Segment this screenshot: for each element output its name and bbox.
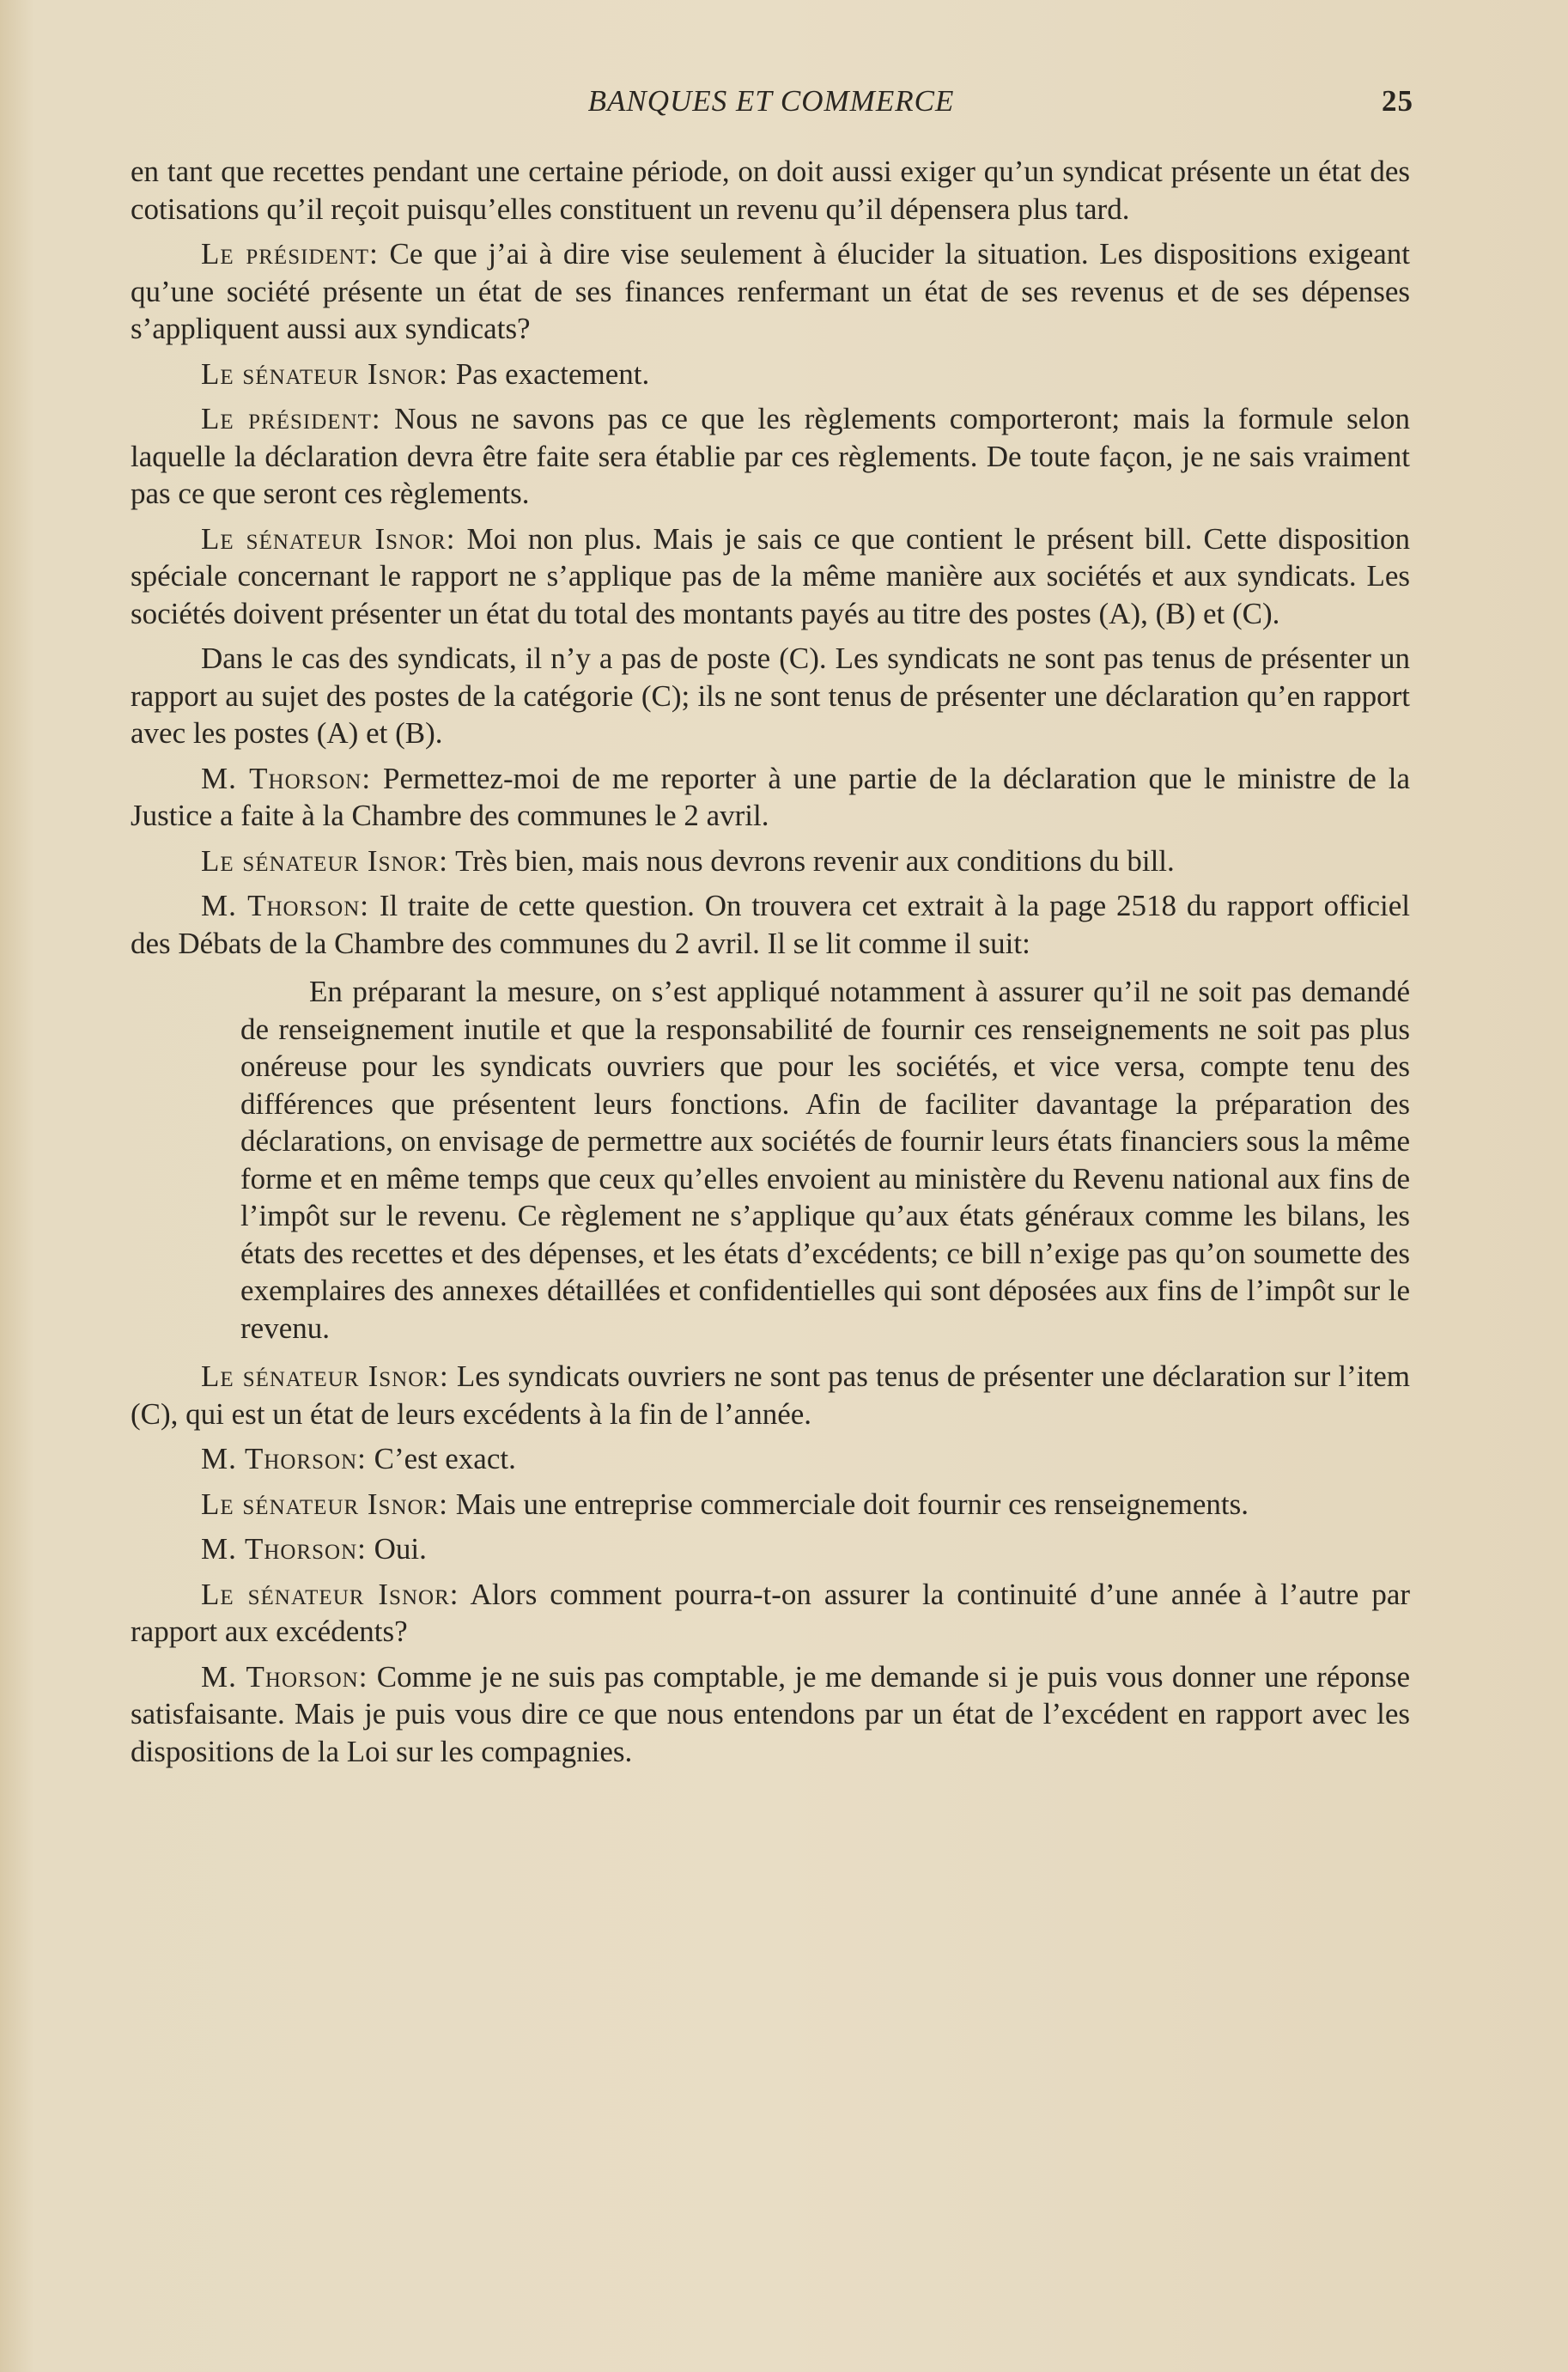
paragraph-text: en tant que recettes pendant une certaine période, on doit aussi exiger qu’un syndicat présente un état des cotisations qu’il reçoit puisqu’elles constituent un revenu qu’il dépensera plus tard. <box>131 155 1410 226</box>
paragraph-text: Pas exactement. <box>455 356 650 391</box>
paragraph <box>131 842 1410 880</box>
paragraph-text: Les syndicats ouvriers ne sont pas tenus de présenter une déclaration sur l’item (C), qui est un état de leurs excédents à la fin de l’année. <box>131 1359 1411 1431</box>
speaker-name: M. Thorson: <box>201 1659 368 1694</box>
speaker-name: Le président: <box>201 402 381 435</box>
speaker-name: M. Thorson: <box>201 761 372 795</box>
paragraph-text: Alors comment pourra-t-on assurer la continuité d’une année à l’autre par rapport aux excédents? <box>131 1577 1411 1648</box>
speaker-name: Le sénateur Isnor: <box>201 1577 459 1611</box>
speaker-name: M. Thorson: <box>201 889 369 922</box>
paragraph-text: C’est exact. <box>374 1442 516 1475</box>
paragraph <box>131 520 1410 633</box>
paragraph <box>131 153 1410 228</box>
paragraph <box>131 400 1410 513</box>
paragraph <box>131 1358 1410 1432</box>
paragraph <box>131 1486 1410 1524</box>
speaker-name: M. Thorson: <box>201 1532 367 1566</box>
paragraph <box>131 640 1410 752</box>
paragraph-text: Très bien, mais nous devrons revenir aux conditions du bill. <box>455 843 1175 878</box>
paragraph-text: Ce que j’ai à dire vise seulement à élucider la situation. Les dispositions exigeant qu’une société présente un état de ses finances renfermant un état de ses revenus et de ses dépenses s’appliquent aussi aux syndicats? <box>131 237 1411 345</box>
speaker-name: Le sénateur Isnor: <box>201 1359 449 1393</box>
block-quote: En préparant la mesure, on s’est appliqué notamment à assurer qu’il ne soit pas demandé de renseignement inutile et que la responsabilité de fournir ces renseignements ne soit pas plus onéreuse pour les syndicats ouvriers que pour les sociétés, et vice versa, compte tenu des différences que présentent leurs fonctions. Afin de faciliter davantage la préparation des déclarations, on envisage de permettre aux sociétés de fournir leurs états financiers sous la même forme et en même temps que ceux qu’elles envoient au ministère du Revenu national aux fins de l’impôt sur le revenu. Ce règlement ne s’applique qu’aux états généraux comme les bilans, les états des recettes et des dépenses, et les états d’excédents; ce bill n’exige pas qu’on soumette des exemplaires des annexes détaillées et confidentielles qui sont déposées aux fins de l’impôt sur le revenu. <box>240 975 1410 1345</box>
paragraph <box>131 760 1410 835</box>
paragraph <box>131 1530 1410 1568</box>
paragraph <box>131 887 1410 962</box>
speaker-name: Le sénateur Isnor: <box>201 843 448 878</box>
paragraph <box>131 1658 1410 1771</box>
paragraph-text: Il traite de cette question. On trouvera cet extrait à la page 2518 du rapport officiel des Débats de la Chambre des communes du 2 avril. Il se lit comme il suit: <box>131 889 1411 960</box>
paragraph-text: Permettez-moi de me reporter à une partie de la déclaration que le ministre de la Justice a faite à la Chambre des communes le 2 avril. <box>131 761 1410 832</box>
paragraph-text: Dans le cas des syndicats, il n’y a pas de poste (C). Les syndicats ne sont pas tenus de présenter un rapport au sujet des postes de la catégorie (C); ils ne sont tenus de présenter une déclaration qu’en rapport avec les postes (A) et (B). <box>131 642 1410 750</box>
paragraph-text: Nous ne savons pas ce que les règlements comporteront; mais la formule selon laquelle la déclaration devra être faite sera établie par ces règlements. De toute façon, je ne sais vraiment pas ce que seront ces règlements. <box>131 402 1411 510</box>
speaker-name: M. Thorson: <box>201 1442 367 1475</box>
paragraph <box>131 1576 1410 1651</box>
paragraph <box>131 235 1410 348</box>
speaker-name: Le sénateur Isnor: <box>201 356 448 391</box>
page-number: 25 <box>1382 84 1413 118</box>
running-header <box>129 84 1413 127</box>
paragraph-text: Mais une entreprise commerciale doit fournir ces renseignements. <box>455 1487 1249 1521</box>
speaker-name: Le président: <box>201 237 379 271</box>
paragraph-text: Oui. <box>374 1532 427 1566</box>
speaker-name: Le sénateur Isnor: <box>201 1487 448 1521</box>
paragraph <box>131 356 1410 393</box>
body-text <box>131 153 1410 1770</box>
paragraph <box>131 1440 1410 1478</box>
paragraph-text: Comme je ne suis pas comptable, je me demande si je puis vous donner une réponse satisfaisante. Mais je puis vous dire ce que nous entendons par un état de l’excédent en rapport avec les dispositions de la Loi sur les compagnies. <box>131 1659 1410 1768</box>
speaker-name: Le sénateur Isnor: <box>201 521 456 556</box>
paragraph-text: Moi non plus. Mais je sais ce que contient le présent bill. Cette disposition spéciale concernant le rapport ne s’applique pas de la même manière aux sociétés et aux syndicats. Les sociétés doivent présenter un état du total des montants payés au titre des postes (A), (B) et (C). <box>131 521 1411 630</box>
running-title: BANQUES ET COMMERCE <box>587 84 955 118</box>
